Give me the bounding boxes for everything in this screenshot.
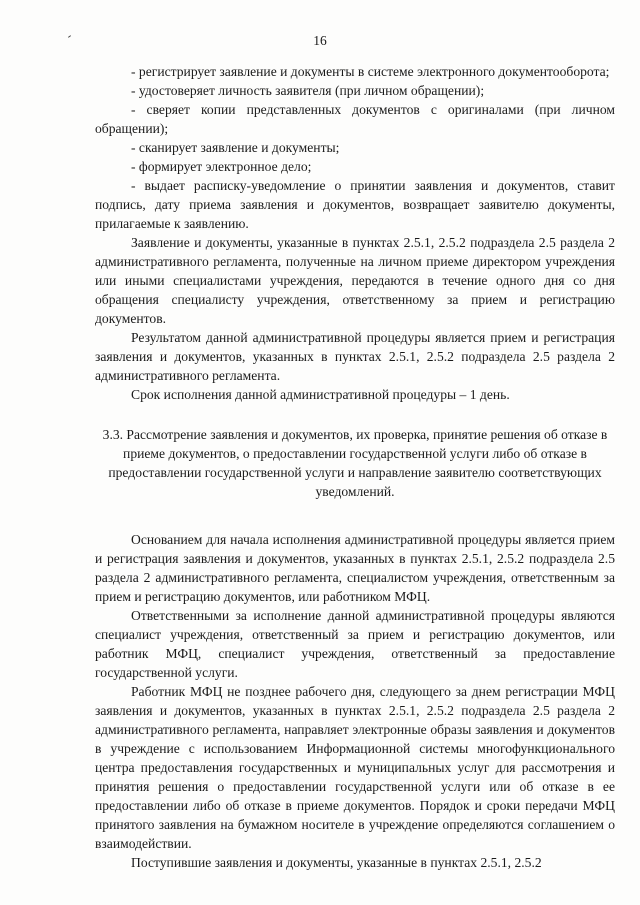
paragraph: Ответственными за исполнение данной административной процедуры являются специалист учреждения, ответственный за прием и регистрацию документов, или работник МФЦ, специалист учреждения, ответственный за предоставление государственной услуги.: [95, 608, 615, 680]
paragraph: Срок исполнения данной административной процедуры – 1 день.: [131, 387, 510, 402]
paragraph: Поступившие заявления и документы, указанные в пунктах 2.5.1, 2.5.2: [131, 855, 542, 870]
list-item: - регистрирует заявление и документы в системе электронного документооборота;: [131, 64, 610, 79]
paragraph: Заявление и документы, указанные в пунктах 2.5.1, 2.5.2 подраздела 2.5 раздела 2 административного регламента, полученные на личном приеме директором учреждения или иными специалистами учреждения, передаются в течение одного дня со дня обращения специалисту учреждения, ответственному за прием и регистрацию документов.: [95, 235, 615, 326]
paragraph: Основанием для начала исполнения административной процедуры является прием и регистрация заявления и документов, указанных в пунктах 2.5.1, 2.5.2 подраздела 2.5 раздела 2 административного регламента, специалистом учреждения, ответственным за прием и регистрацию документов, или работником МФЦ.: [95, 532, 615, 604]
paragraph: Результатом данной административной процедуры является прием и регистрация заявления и документов, указанных в пунктах 2.5.1, 2.5.2 подраздела 2.5 раздела 2 административного регламента.: [95, 330, 615, 383]
page-number: 16: [313, 33, 327, 48]
list-item: - выдает расписку-уведомление о принятии заявления и документов, ставит подпись, дату приема заявления и документов, возвращает заявителю документы, прилагаемые к заявлению.: [95, 178, 615, 231]
list-item: - сканирует заявление и документы;: [131, 140, 340, 155]
list-item: - сверяет копии представленных документов с оригиналами (при личном обращении);: [95, 102, 615, 136]
list-item: - удостоверяет личность заявителя (при личном обращении);: [131, 83, 485, 98]
document-body: [95, 62, 615, 872]
paragraph: Работник МФЦ не позднее рабочего дня, следующего за днем регистрации МФЦ заявления и документов, указанных в пунктах 2.5.1, 2.5.2 подраздела 2.5 раздела 2 административного регламента, направляет электронные образы заявления и документов в учреждение с использованием Информационной системы многофункционального центра предоставления государственных и муниципальных услуг для рассмотрения и принятия решения о предоставлении государственной услуги или об отказе в ее предоставлении либо об отказе в приеме документов. Порядок и сроки передачи МФЦ принятого заявления на бумажном носителе в учреждение определяются соглашением о взаимодействии.: [95, 684, 615, 851]
section-heading: 3.3. Рассмотрение заявления и документов, их проверка, принятие решения об отказе в приеме документов, о предоставлении государственной услуги либо об отказе в предоставлении государственной услуги и направление заявителю соответствующих уведомлений.: [102, 427, 608, 499]
list-item: - формирует электронное дело;: [131, 159, 312, 174]
